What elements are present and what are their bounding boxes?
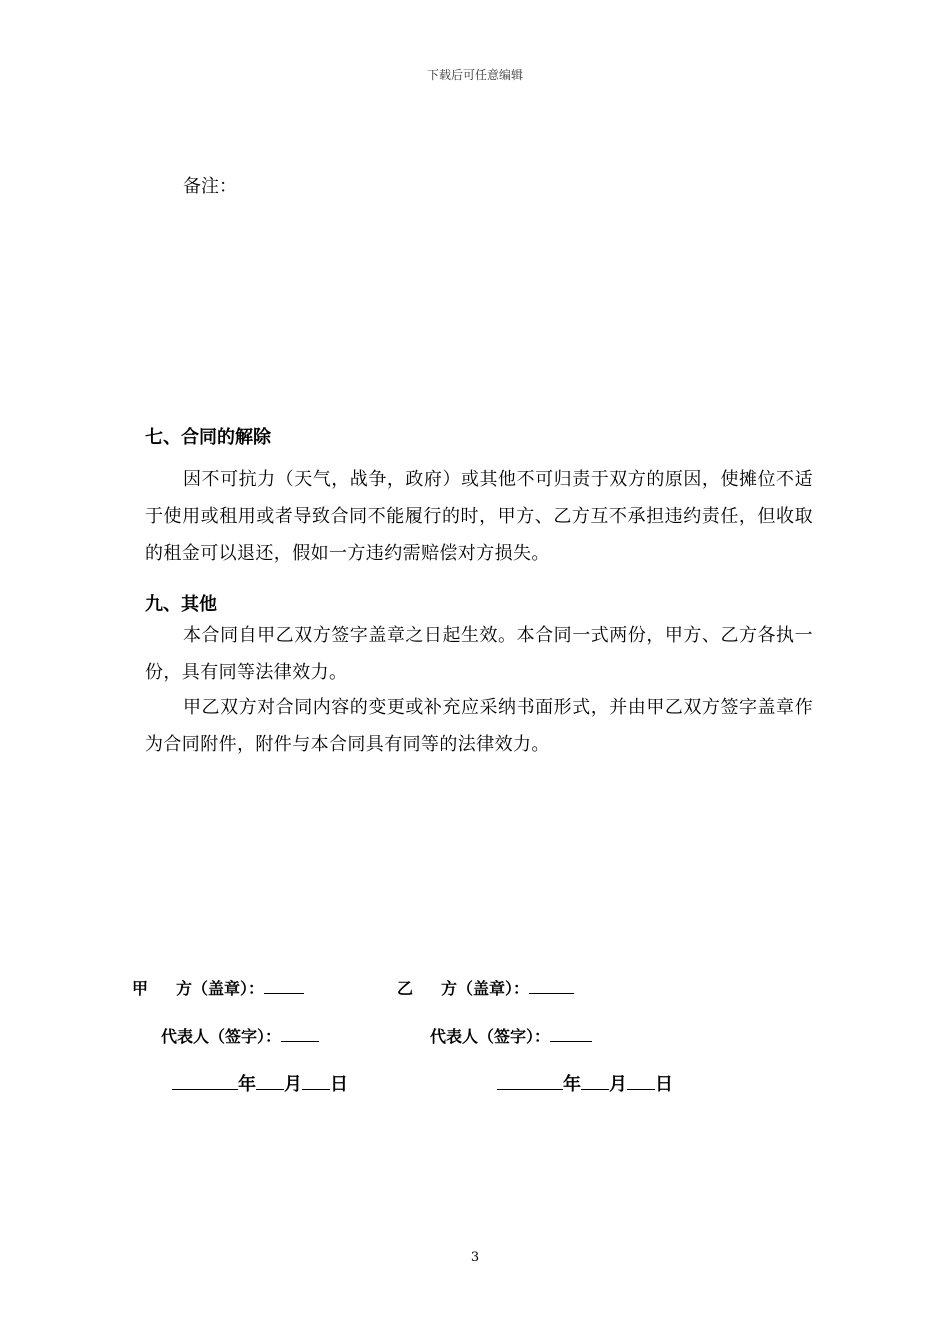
rep-a-sign-blank[interactable] [281,1025,319,1042]
party-a-prefix: 甲 [132,979,149,998]
party-b-year-label: 年 [563,1074,581,1095]
party-a-year-blank[interactable] [172,1073,238,1090]
party-b-prefix: 乙 [397,979,414,998]
party-a-year-label: 年 [238,1074,256,1095]
party-a-month-blank[interactable] [256,1073,284,1090]
party-b-seal-label: 方（盖章）： [441,979,530,998]
party-a-month-label: 月 [284,1074,302,1095]
rep-a-label: 代表人（签字）： [161,1027,282,1046]
section-7-paragraph: 因不可抗力（天气，战争，政府）或其他不可归责于双方的原因，使摊位不适于使用或租用或者导致合同不能履行的时，甲方、乙方互不承担违约责任，但收取的租金可以退还，假如一方违约需赔偿对方损失。 [145,469,813,564]
party-a-day-blank[interactable] [302,1073,330,1090]
party-a-seal-line [132,976,304,999]
section-7-heading: 七、合同的解除 [145,427,271,448]
party-b-seal-line [397,976,574,999]
page-number: 3 [470,1250,480,1265]
rep-b-sign-blank[interactable] [550,1025,592,1042]
section-9-paragraph-2: 甲乙双方对合同内容的变更或补充应采纳书面形式，并由甲乙双方签字盖章作为合同附件，附件与本合同具有同等的法律效力。 [145,697,813,755]
party-a-day-label: 日 [330,1074,348,1095]
party-a-seal-blank[interactable] [264,977,304,994]
rep-b-label: 代表人（签字）： [430,1027,551,1046]
party-b-date-line [497,1070,673,1096]
section-9-paragraph-1: 本合同自甲乙双方签字盖章之日起生效。本合同一式两份，甲方、乙方各执一份，具有同等法律效力。 [145,625,813,683]
section-9-heading: 九、其他 [145,594,217,615]
rep-b-sign-line [430,1024,592,1047]
party-b-day-blank[interactable] [627,1073,655,1090]
party-b-day-label: 日 [655,1074,673,1095]
party-a-seal-label: 方（盖章）： [176,979,265,998]
remark-label: 备注： [183,176,237,197]
party-b-year-blank[interactable] [497,1073,563,1090]
party-b-month-label: 月 [609,1074,627,1095]
party-b-seal-blank[interactable] [529,977,574,994]
page-header: 下载后可任意编辑 [426,68,523,82]
party-b-month-blank[interactable] [581,1073,609,1090]
party-a-date-line [172,1070,348,1096]
rep-a-sign-line [161,1024,319,1047]
